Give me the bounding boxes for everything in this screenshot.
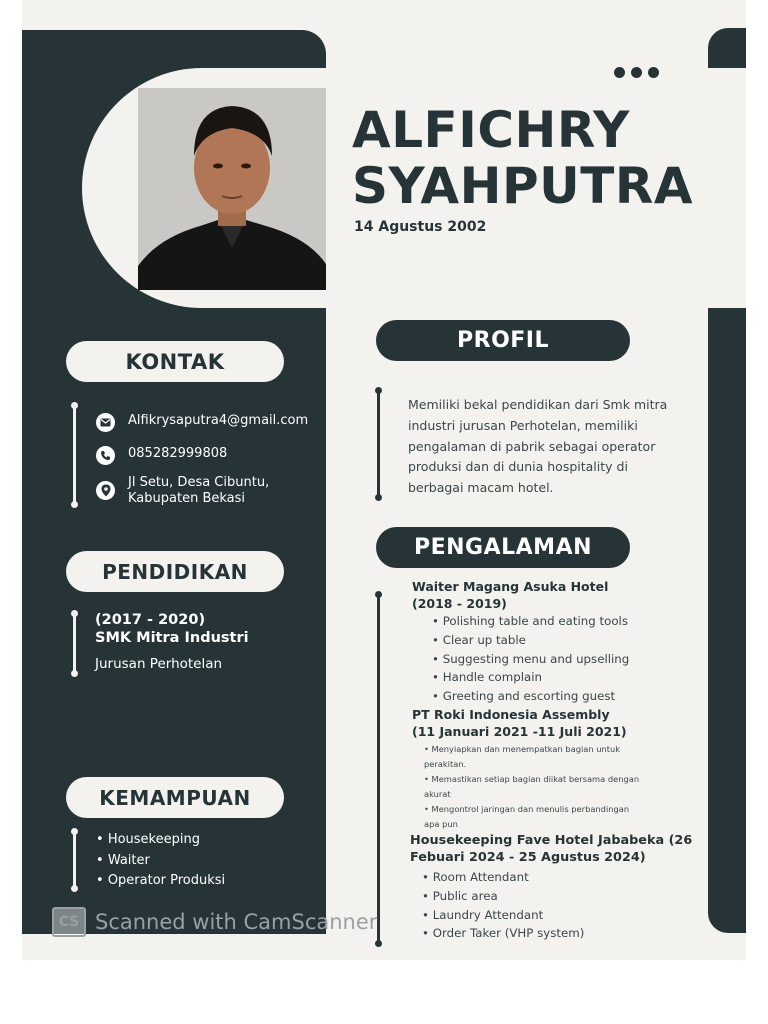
experience-list — [412, 578, 702, 943]
education-major: Jurusan Perhotelan — [95, 656, 223, 672]
job-task-list — [410, 868, 702, 943]
more-dots-icon — [614, 67, 659, 78]
task-item: • Polishing table and eating tools — [420, 612, 702, 631]
job-title: PT Roki Indonesia Assembly — [412, 706, 610, 722]
task-item: • Menyiapkan dan menempatkan bagian untuk perakitan. — [412, 742, 642, 772]
skill-item: • Housekeeping — [96, 830, 225, 851]
address-line-1: Jl Setu, Desa Cibuntu, — [128, 475, 270, 490]
profil-text: Memiliki bekal pendidikan dari Smk mitra industri jurusan Perhotelan, memiliki pengalaman di pabrik sebagai operator produksi dan di dunia hospitality di berbagai macam hotel. — [408, 397, 668, 496]
camscanner-watermark — [52, 907, 377, 937]
pendidikan-timeline — [73, 613, 76, 674]
watermark-text: Scanned with CamScanner — [95, 910, 378, 934]
profil-timeline — [377, 390, 380, 498]
task-item: • Laundry Attendant — [410, 906, 702, 925]
contact-address — [96, 475, 269, 507]
task-item: • Memastikan setiap bagian diikat bersama dengan akurat — [412, 772, 642, 802]
job-task-list — [412, 742, 642, 832]
kemampuan-timeline — [73, 831, 76, 889]
address-line-2: Kabupaten Bekasi — [128, 491, 246, 506]
full-name — [352, 102, 693, 214]
phone-icon — [96, 446, 115, 465]
skill-item: • Waiter — [96, 851, 225, 872]
job-period: (11 Januari 2021 -11 Juli 2021) — [412, 723, 627, 739]
phone-text: 085282999808 — [128, 446, 228, 461]
location-pin-icon — [96, 481, 115, 500]
task-item: • Order Taker (VHP system) — [410, 924, 702, 943]
kontak-timeline — [73, 405, 76, 505]
experience-item — [412, 578, 702, 706]
task-item: • Suggesting menu and upselling — [420, 650, 702, 669]
education-years: (2017 - 2020) — [95, 612, 206, 628]
pendidikan-heading: PENDIDIKAN — [66, 551, 284, 592]
job-period: Febuari 2024 - 25 Agustus 2024) — [410, 849, 646, 865]
job-task-list — [420, 612, 702, 706]
birth-date: 14 Agustus 2002 — [354, 219, 487, 235]
contact-phone — [96, 446, 227, 465]
task-item: • Mengontrol jaringan dan menulis perbandingan apa pun — [412, 802, 642, 832]
pengalaman-heading: PENGALAMAN — [376, 527, 630, 568]
name-line-2: SYAHPUTRA — [352, 157, 694, 215]
job-title: Waiter Magang Asuka Hotel — [412, 579, 609, 594]
camscanner-logo-icon: CS — [52, 907, 86, 937]
job-period: (2018 - 2019) — [412, 596, 507, 611]
education-school: SMK Mitra Industri — [95, 630, 249, 646]
skills-list — [96, 830, 225, 892]
address-text — [128, 475, 269, 507]
profil-heading: PROFIL — [376, 320, 630, 361]
name-line-1: ALFICHRY — [352, 101, 630, 159]
email-icon — [96, 413, 115, 432]
task-item: • Handle complain — [420, 668, 702, 687]
email-text: Alfikrysaputra4@gmail.com — [128, 413, 309, 428]
kemampuan-heading: KEMAMPUAN — [66, 777, 284, 818]
profile-photo — [138, 88, 326, 290]
task-item: • Public area — [410, 887, 702, 906]
pengalaman-timeline — [377, 594, 380, 944]
kontak-heading: KONTAK — [66, 341, 284, 382]
task-item: • Room Attendant — [410, 868, 702, 887]
job-title: Housekeeping Fave Hotel Jababeka (26 — [410, 832, 693, 848]
task-item: • Greeting and escorting guest — [420, 687, 702, 706]
task-item: • Clear up table — [420, 631, 702, 650]
contact-email — [96, 413, 308, 432]
experience-item — [410, 832, 702, 943]
skill-item: • Operator Produksi — [96, 871, 225, 892]
experience-item — [412, 706, 702, 832]
resume-page — [22, 0, 746, 960]
